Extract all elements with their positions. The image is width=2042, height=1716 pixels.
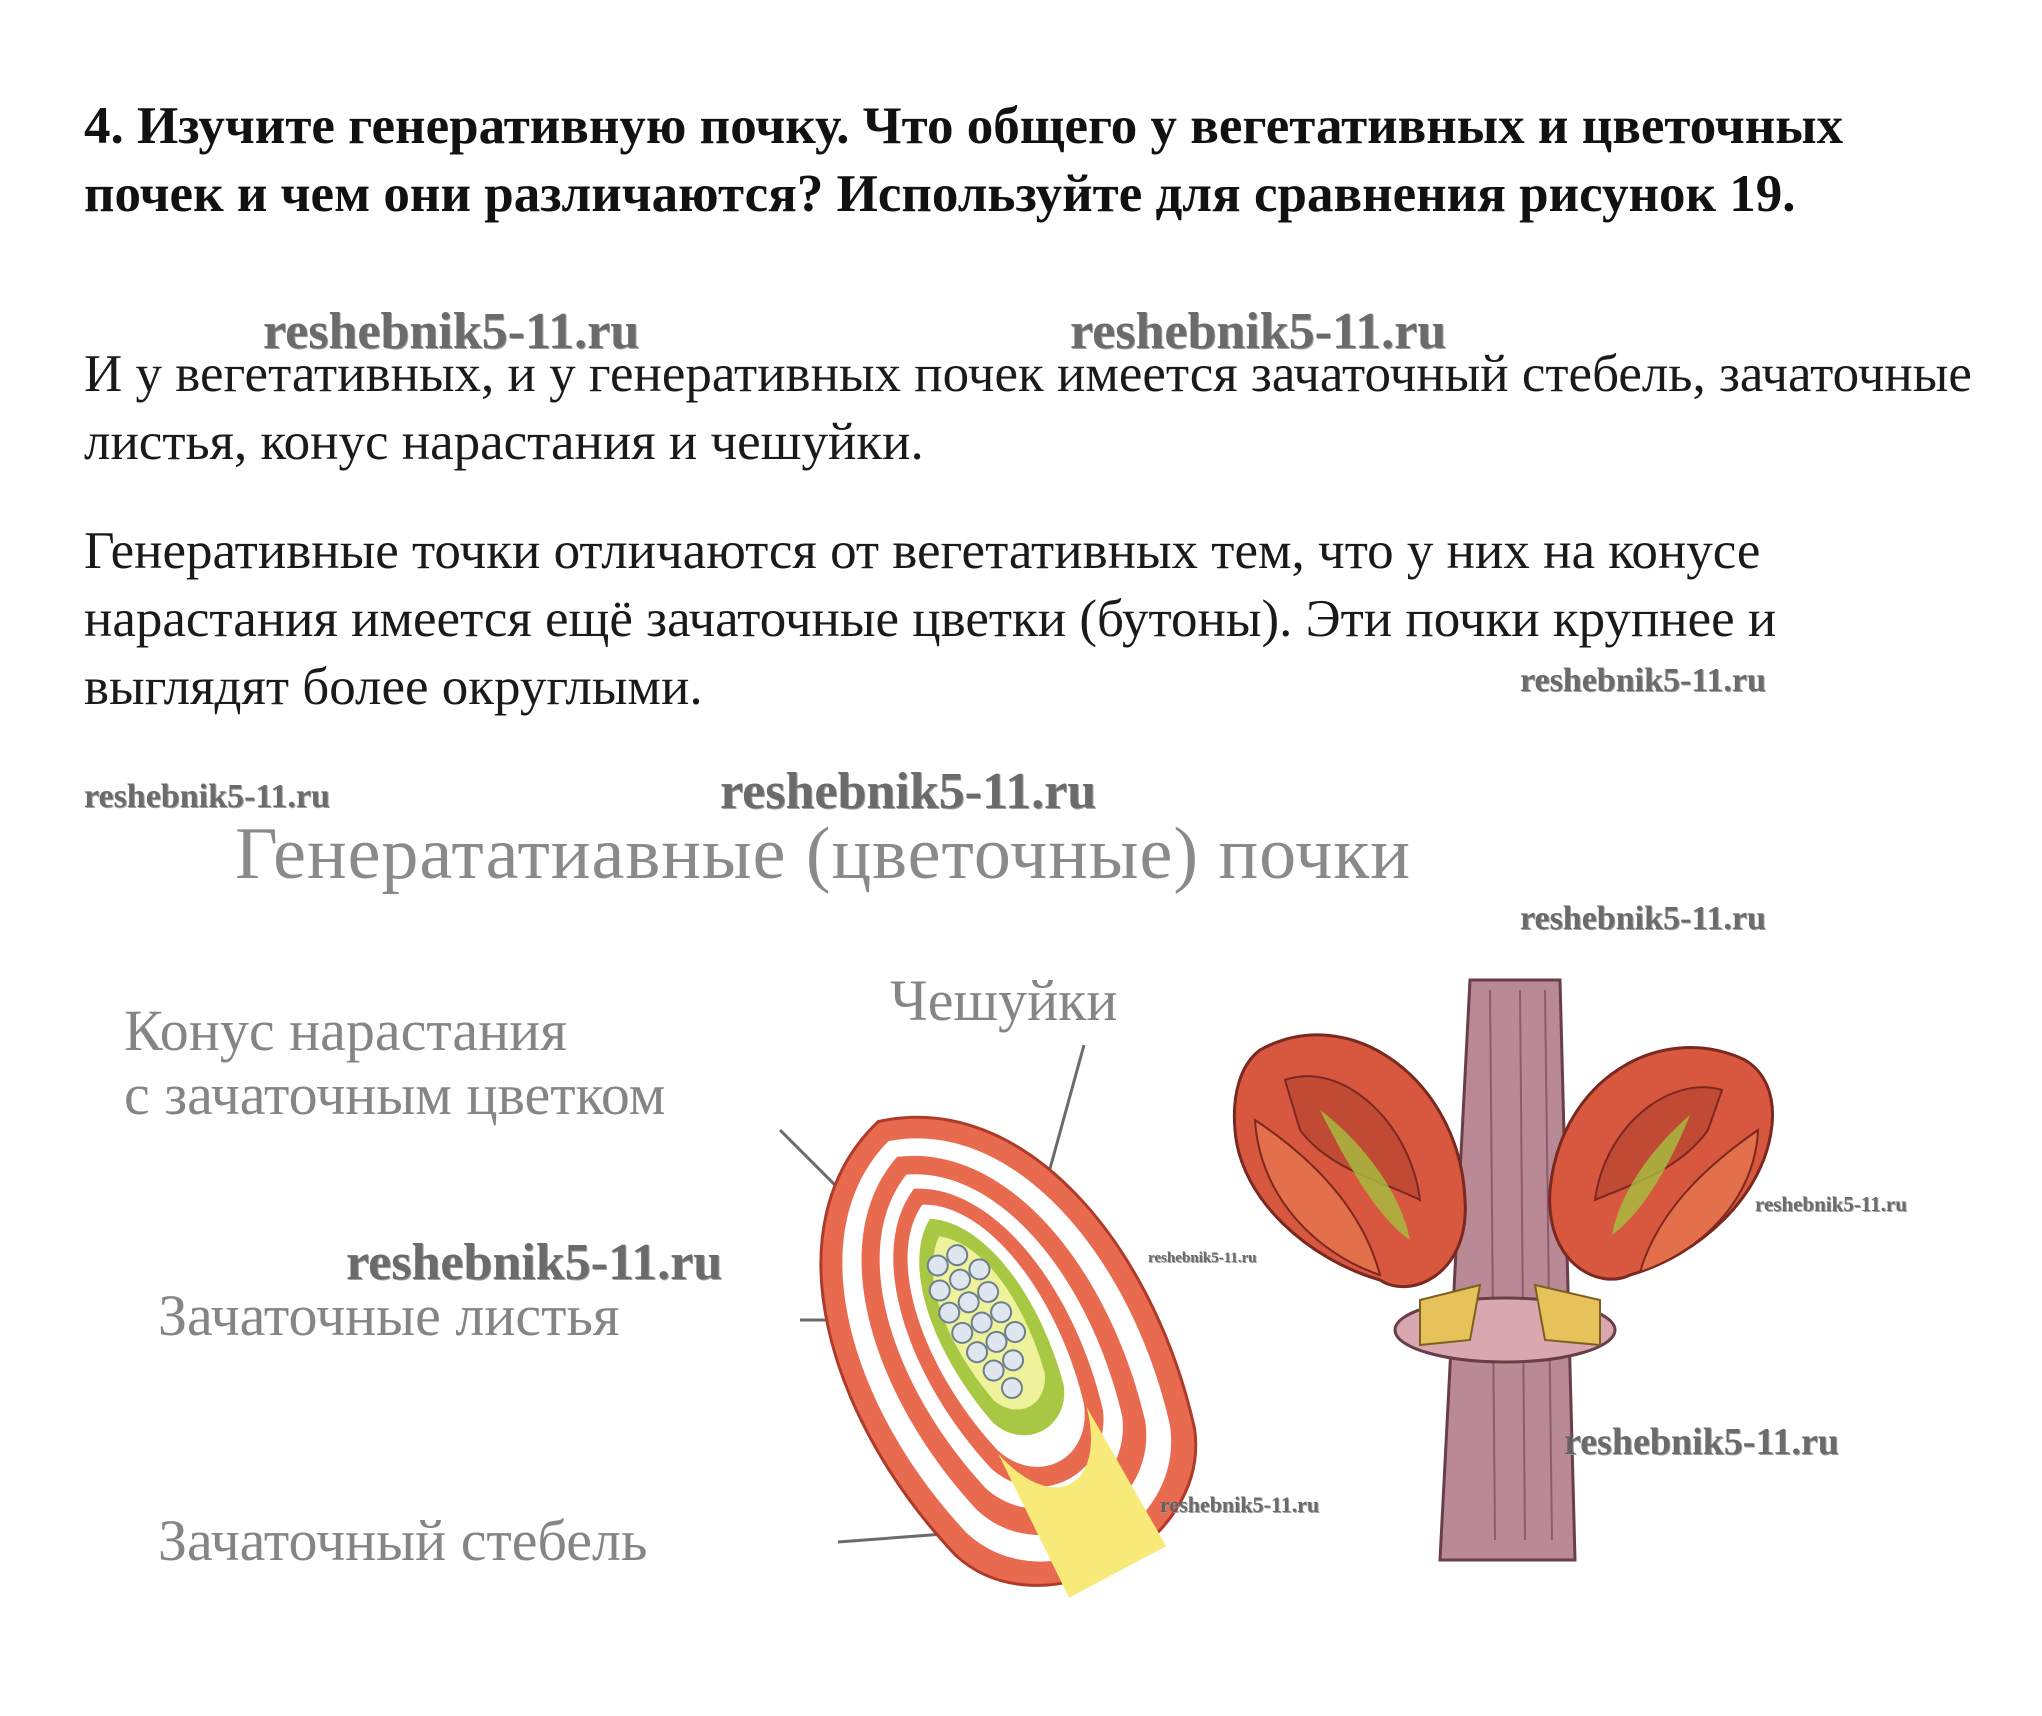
- label-scales: Чешуйки: [890, 968, 1118, 1033]
- watermark: reshebnik5-11.ru: [1755, 1192, 1907, 1216]
- label-cone-line1: Конус нарастания: [124, 998, 567, 1063]
- twig-with-buds-drawing: [1234, 980, 1772, 1560]
- watermark: reshebnik5-11.ru: [346, 1234, 723, 1291]
- answer-paragraph-2: Генеративные точки отличаются от вегетативных тем, что у них на конусе нарастания имеется ещё зачаточные цветки (бутоны). Эти почки крупнее и выглядят более округлыми.: [84, 522, 1777, 716]
- watermark: reshebnik5-11.ru: [1070, 303, 1447, 360]
- watermark: reshebnik5-11.ru: [720, 763, 1097, 820]
- watermark: reshebnik5-11.ru: [84, 778, 330, 815]
- bud-section-drawing: [741, 1049, 1255, 1645]
- question-text: 4. Изучите генеративную почку. Что общего у вегетативных и цветочных почек и чем они различаются? Используйте для сравнения рисунок 19.: [84, 97, 1844, 223]
- watermark: reshebnik5-11.ru: [1564, 1421, 1839, 1463]
- watermark: reshebnik5-11.ru: [1148, 1250, 1257, 1266]
- watermark: reshebnik5-11.ru: [1160, 1492, 1320, 1517]
- figure-title: Генерататиавные (цветочные) почки: [235, 813, 1411, 895]
- watermark: reshebnik5-11.ru: [1520, 900, 1766, 937]
- watermark: reshebnik5-11.ru: [263, 303, 640, 360]
- label-leaves: Зачаточные листья: [158, 1283, 620, 1348]
- label-stem: Зачаточный стебель: [158, 1508, 648, 1573]
- answer-paragraph-1: И у вегетативных, и у генеративных почек имеется зачаточный стебель, зачаточные листья, конус нарастания и чешуйки.: [84, 345, 1972, 471]
- watermark: reshebnik5-11.ru: [1520, 662, 1766, 699]
- label-cone-line2: с зачаточным цветком: [124, 1062, 666, 1127]
